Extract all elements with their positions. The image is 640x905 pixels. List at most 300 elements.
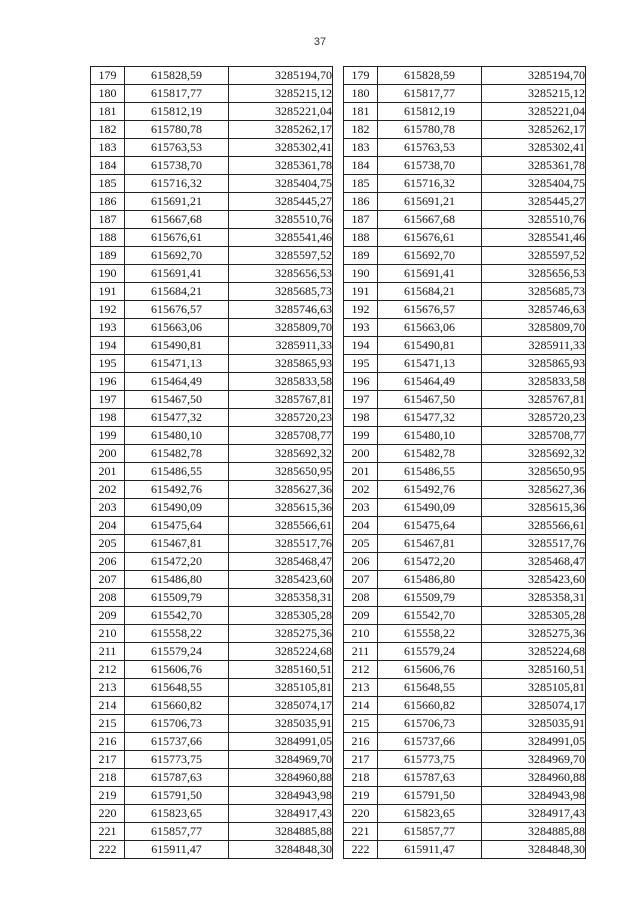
table-row — [91, 121, 333, 139]
x-coordinate-cell: 615477,32 — [125, 409, 229, 427]
x-coordinate-cell: 615787,63 — [125, 769, 229, 787]
x-coordinate-cell: 615716,32 — [125, 175, 229, 193]
x-coordinate-cell: 615663,06 — [125, 319, 229, 337]
point-number-cell: 190 — [344, 265, 378, 283]
table-row — [344, 607, 586, 625]
point-number-cell: 194 — [91, 337, 125, 355]
y-coordinate-cell: 3285262,17 — [482, 121, 586, 139]
y-coordinate-cell: 3284943,98 — [482, 787, 586, 805]
x-coordinate-cell: 615492,76 — [125, 481, 229, 499]
point-number-cell: 186 — [91, 193, 125, 211]
x-coordinate-cell: 615812,19 — [125, 103, 229, 121]
point-number-cell: 195 — [344, 355, 378, 373]
point-number-cell: 195 — [91, 355, 125, 373]
y-coordinate-cell: 3285404,75 — [482, 175, 586, 193]
x-coordinate-cell: 615472,20 — [125, 553, 229, 571]
x-coordinate-cell: 615823,65 — [125, 805, 229, 823]
table-row — [91, 157, 333, 175]
point-number-cell: 215 — [91, 715, 125, 733]
point-number-cell: 183 — [344, 139, 378, 157]
table-row — [344, 787, 586, 805]
coordinate-table-left — [90, 66, 333, 859]
x-coordinate-cell: 615486,55 — [378, 463, 482, 481]
table-row — [91, 211, 333, 229]
y-coordinate-cell: 3285566,61 — [229, 517, 333, 535]
y-coordinate-cell: 3285566,61 — [482, 517, 586, 535]
table-row — [91, 427, 333, 445]
table-row — [344, 553, 586, 571]
table-row — [344, 571, 586, 589]
x-coordinate-cell: 615663,06 — [378, 319, 482, 337]
table-row — [344, 67, 586, 85]
x-coordinate-cell: 615648,55 — [378, 679, 482, 697]
y-coordinate-cell: 3285035,91 — [482, 715, 586, 733]
x-coordinate-cell: 615692,70 — [378, 247, 482, 265]
x-coordinate-cell: 615676,57 — [378, 301, 482, 319]
table-row — [344, 643, 586, 661]
point-number-cell: 188 — [91, 229, 125, 247]
table-row — [91, 661, 333, 679]
table-row — [91, 679, 333, 697]
y-coordinate-cell: 3285720,23 — [229, 409, 333, 427]
point-number-cell: 192 — [91, 301, 125, 319]
x-coordinate-cell: 615828,59 — [378, 67, 482, 85]
y-coordinate-cell: 3285358,31 — [482, 589, 586, 607]
x-coordinate-cell: 615763,53 — [378, 139, 482, 157]
point-number-cell: 210 — [91, 625, 125, 643]
table-row — [91, 391, 333, 409]
y-coordinate-cell: 3285194,70 — [482, 67, 586, 85]
table-row — [344, 157, 586, 175]
y-coordinate-cell: 3285224,68 — [229, 643, 333, 661]
point-number-cell: 197 — [344, 391, 378, 409]
y-coordinate-cell: 3285215,12 — [229, 85, 333, 103]
point-number-cell: 201 — [91, 463, 125, 481]
table-row — [91, 553, 333, 571]
x-coordinate-cell: 615773,75 — [125, 751, 229, 769]
y-coordinate-cell: 3285627,36 — [229, 481, 333, 499]
page-number: 37 — [313, 36, 327, 48]
x-coordinate-cell: 615691,21 — [125, 193, 229, 211]
table-row — [91, 373, 333, 391]
y-coordinate-cell: 3285194,70 — [229, 67, 333, 85]
x-coordinate-cell: 615667,68 — [125, 211, 229, 229]
table-row — [91, 823, 333, 841]
point-number-cell: 182 — [91, 121, 125, 139]
x-coordinate-cell: 615606,76 — [378, 661, 482, 679]
y-coordinate-cell: 3285517,76 — [482, 535, 586, 553]
y-coordinate-cell: 3285302,41 — [229, 139, 333, 157]
table-row — [344, 337, 586, 355]
y-coordinate-cell: 3285074,17 — [229, 697, 333, 715]
y-coordinate-cell: 3284960,88 — [229, 769, 333, 787]
point-number-cell: 208 — [344, 589, 378, 607]
y-coordinate-cell: 3285692,32 — [229, 445, 333, 463]
y-coordinate-cell: 3284848,30 — [229, 841, 333, 859]
x-coordinate-cell: 615558,22 — [378, 625, 482, 643]
point-number-cell: 207 — [344, 571, 378, 589]
y-coordinate-cell: 3285468,47 — [229, 553, 333, 571]
point-number-cell: 206 — [344, 553, 378, 571]
y-coordinate-cell: 3285035,91 — [229, 715, 333, 733]
table-row — [91, 319, 333, 337]
y-coordinate-cell: 3285865,93 — [229, 355, 333, 373]
point-number-cell: 218 — [91, 769, 125, 787]
y-coordinate-cell: 3285302,41 — [482, 139, 586, 157]
x-coordinate-cell: 615676,57 — [125, 301, 229, 319]
point-number-cell: 219 — [91, 787, 125, 805]
point-number-cell: 210 — [344, 625, 378, 643]
point-number-cell: 200 — [344, 445, 378, 463]
x-coordinate-cell: 615911,47 — [378, 841, 482, 859]
y-coordinate-cell: 3285911,33 — [229, 337, 333, 355]
x-coordinate-cell: 615911,47 — [125, 841, 229, 859]
y-coordinate-cell: 3284848,30 — [482, 841, 586, 859]
table-row — [344, 427, 586, 445]
table-row — [91, 67, 333, 85]
x-coordinate-cell: 615763,53 — [125, 139, 229, 157]
point-number-cell: 190 — [91, 265, 125, 283]
y-coordinate-cell: 3284991,05 — [229, 733, 333, 751]
point-number-cell: 203 — [344, 499, 378, 517]
y-coordinate-cell: 3284917,43 — [482, 805, 586, 823]
point-number-cell: 185 — [344, 175, 378, 193]
x-coordinate-cell: 615692,70 — [125, 247, 229, 265]
coordinate-table-right — [343, 66, 586, 859]
y-coordinate-cell: 3284917,43 — [229, 805, 333, 823]
table-row — [344, 319, 586, 337]
point-number-cell: 199 — [91, 427, 125, 445]
x-coordinate-cell: 615471,13 — [378, 355, 482, 373]
point-number-cell: 207 — [91, 571, 125, 589]
table-row — [344, 229, 586, 247]
y-coordinate-cell: 3285615,36 — [482, 499, 586, 517]
y-coordinate-cell: 3285656,53 — [229, 265, 333, 283]
table-row — [91, 841, 333, 859]
x-coordinate-cell: 615471,13 — [125, 355, 229, 373]
x-coordinate-cell: 615486,55 — [125, 463, 229, 481]
x-coordinate-cell: 615737,66 — [378, 733, 482, 751]
coordinate-table-right-body — [344, 67, 586, 859]
table-row — [91, 805, 333, 823]
x-coordinate-cell: 615648,55 — [125, 679, 229, 697]
point-number-cell: 222 — [344, 841, 378, 859]
point-number-cell: 179 — [91, 67, 125, 85]
y-coordinate-cell: 3285833,58 — [482, 373, 586, 391]
x-coordinate-cell: 615480,10 — [125, 427, 229, 445]
point-number-cell: 183 — [91, 139, 125, 157]
table-row — [344, 463, 586, 481]
y-coordinate-cell: 3285627,36 — [482, 481, 586, 499]
x-coordinate-cell: 615676,61 — [378, 229, 482, 247]
table-row — [344, 373, 586, 391]
table-row — [344, 175, 586, 193]
point-number-cell: 211 — [344, 643, 378, 661]
y-coordinate-cell: 3285305,28 — [229, 607, 333, 625]
x-coordinate-cell: 615857,77 — [125, 823, 229, 841]
y-coordinate-cell: 3285074,17 — [482, 697, 586, 715]
y-coordinate-cell: 3285809,70 — [229, 319, 333, 337]
point-number-cell: 216 — [91, 733, 125, 751]
x-coordinate-cell: 615467,50 — [378, 391, 482, 409]
x-coordinate-cell: 615706,73 — [378, 715, 482, 733]
y-coordinate-cell: 3285911,33 — [482, 337, 586, 355]
point-number-cell: 187 — [344, 211, 378, 229]
x-coordinate-cell: 615492,76 — [378, 481, 482, 499]
table-row — [91, 733, 333, 751]
table-row — [344, 751, 586, 769]
table-row — [91, 85, 333, 103]
table-row — [344, 445, 586, 463]
point-number-cell: 191 — [91, 283, 125, 301]
point-number-cell: 206 — [91, 553, 125, 571]
x-coordinate-cell: 615684,21 — [125, 283, 229, 301]
table-row — [91, 751, 333, 769]
table-row — [91, 301, 333, 319]
x-coordinate-cell: 615542,70 — [125, 607, 229, 625]
point-number-cell: 205 — [344, 535, 378, 553]
point-number-cell: 187 — [91, 211, 125, 229]
y-coordinate-cell: 3285517,76 — [229, 535, 333, 553]
y-coordinate-cell: 3285720,23 — [482, 409, 586, 427]
point-number-cell: 189 — [91, 247, 125, 265]
point-number-cell: 181 — [344, 103, 378, 121]
table-row — [344, 661, 586, 679]
table-row — [344, 121, 586, 139]
table-row — [91, 769, 333, 787]
point-number-cell: 194 — [344, 337, 378, 355]
y-coordinate-cell: 3285541,46 — [482, 229, 586, 247]
x-coordinate-cell: 615660,82 — [378, 697, 482, 715]
x-coordinate-cell: 615691,21 — [378, 193, 482, 211]
table-row — [344, 535, 586, 553]
y-coordinate-cell: 3285746,63 — [482, 301, 586, 319]
x-coordinate-cell: 615691,41 — [378, 265, 482, 283]
point-number-cell: 209 — [344, 607, 378, 625]
table-row — [91, 607, 333, 625]
x-coordinate-cell: 615817,77 — [125, 85, 229, 103]
point-number-cell: 180 — [344, 85, 378, 103]
y-coordinate-cell: 3285809,70 — [482, 319, 586, 337]
point-number-cell: 220 — [91, 805, 125, 823]
y-coordinate-cell: 3284885,88 — [229, 823, 333, 841]
x-coordinate-cell: 615667,68 — [378, 211, 482, 229]
table-row — [344, 391, 586, 409]
point-number-cell: 214 — [91, 697, 125, 715]
coordinate-table-left-body — [91, 67, 333, 859]
x-coordinate-cell: 615676,61 — [125, 229, 229, 247]
point-number-cell: 212 — [344, 661, 378, 679]
x-coordinate-cell: 615817,77 — [378, 85, 482, 103]
point-number-cell: 219 — [344, 787, 378, 805]
x-coordinate-cell: 615472,20 — [378, 553, 482, 571]
table-row — [91, 463, 333, 481]
x-coordinate-cell: 615467,81 — [378, 535, 482, 553]
point-number-cell: 180 — [91, 85, 125, 103]
y-coordinate-cell: 3285160,51 — [482, 661, 586, 679]
y-coordinate-cell: 3285685,73 — [482, 283, 586, 301]
table-row — [344, 823, 586, 841]
y-coordinate-cell: 3285597,52 — [482, 247, 586, 265]
point-number-cell: 196 — [91, 373, 125, 391]
x-coordinate-cell: 615482,78 — [378, 445, 482, 463]
table-row — [344, 355, 586, 373]
y-coordinate-cell: 3285423,60 — [229, 571, 333, 589]
table-row — [91, 697, 333, 715]
table-row — [91, 625, 333, 643]
x-coordinate-cell: 615490,09 — [378, 499, 482, 517]
y-coordinate-cell: 3285275,36 — [229, 625, 333, 643]
table-row — [91, 715, 333, 733]
x-coordinate-cell: 615857,77 — [378, 823, 482, 841]
y-coordinate-cell: 3285445,27 — [229, 193, 333, 211]
point-number-cell: 182 — [344, 121, 378, 139]
y-coordinate-cell: 3285865,93 — [482, 355, 586, 373]
y-coordinate-cell: 3285615,36 — [229, 499, 333, 517]
x-coordinate-cell: 615475,64 — [125, 517, 229, 535]
y-coordinate-cell: 3285262,17 — [229, 121, 333, 139]
point-number-cell: 198 — [344, 409, 378, 427]
table-row — [344, 715, 586, 733]
x-coordinate-cell: 615480,10 — [378, 427, 482, 445]
table-row — [91, 481, 333, 499]
y-coordinate-cell: 3285767,81 — [229, 391, 333, 409]
x-coordinate-cell: 615486,80 — [125, 571, 229, 589]
y-coordinate-cell: 3285215,12 — [482, 85, 586, 103]
table-row — [344, 283, 586, 301]
x-coordinate-cell: 615486,80 — [378, 571, 482, 589]
x-coordinate-cell: 615823,65 — [378, 805, 482, 823]
point-number-cell: 179 — [344, 67, 378, 85]
y-coordinate-cell: 3284960,88 — [482, 769, 586, 787]
table-row — [91, 103, 333, 121]
table-row — [91, 355, 333, 373]
x-coordinate-cell: 615490,81 — [378, 337, 482, 355]
table-row — [344, 499, 586, 517]
table-row — [344, 103, 586, 121]
y-coordinate-cell: 3285510,76 — [482, 211, 586, 229]
table-row — [344, 805, 586, 823]
x-coordinate-cell: 615791,50 — [125, 787, 229, 805]
table-row — [344, 265, 586, 283]
point-number-cell: 213 — [344, 679, 378, 697]
point-number-cell: 197 — [91, 391, 125, 409]
table-row — [344, 841, 586, 859]
y-coordinate-cell: 3285708,77 — [229, 427, 333, 445]
y-coordinate-cell: 3285105,81 — [229, 679, 333, 697]
y-coordinate-cell: 3285221,04 — [229, 103, 333, 121]
table-row — [91, 175, 333, 193]
y-coordinate-cell: 3285541,46 — [229, 229, 333, 247]
table-row — [344, 247, 586, 265]
x-coordinate-cell: 615490,09 — [125, 499, 229, 517]
y-coordinate-cell: 3285650,95 — [482, 463, 586, 481]
table-row — [344, 211, 586, 229]
point-number-cell: 181 — [91, 103, 125, 121]
table-row — [344, 517, 586, 535]
point-number-cell: 204 — [91, 517, 125, 535]
point-number-cell: 205 — [91, 535, 125, 553]
table-row — [344, 139, 586, 157]
x-coordinate-cell: 615542,70 — [378, 607, 482, 625]
point-number-cell: 203 — [91, 499, 125, 517]
x-coordinate-cell: 615738,70 — [378, 157, 482, 175]
table-row — [91, 229, 333, 247]
point-number-cell: 202 — [344, 481, 378, 499]
point-number-cell: 189 — [344, 247, 378, 265]
point-number-cell: 214 — [344, 697, 378, 715]
point-number-cell: 200 — [91, 445, 125, 463]
y-coordinate-cell: 3285361,78 — [229, 157, 333, 175]
point-number-cell: 198 — [91, 409, 125, 427]
y-coordinate-cell: 3284969,70 — [482, 751, 586, 769]
table-row — [344, 481, 586, 499]
point-number-cell: 192 — [344, 301, 378, 319]
point-number-cell: 212 — [91, 661, 125, 679]
x-coordinate-cell: 615660,82 — [125, 697, 229, 715]
point-number-cell: 218 — [344, 769, 378, 787]
table-row — [344, 697, 586, 715]
y-coordinate-cell: 3285224,68 — [482, 643, 586, 661]
x-coordinate-cell: 615606,76 — [125, 661, 229, 679]
table-row — [91, 337, 333, 355]
y-coordinate-cell: 3284969,70 — [229, 751, 333, 769]
point-number-cell: 188 — [344, 229, 378, 247]
x-coordinate-cell: 615791,50 — [378, 787, 482, 805]
y-coordinate-cell: 3285597,52 — [229, 247, 333, 265]
x-coordinate-cell: 615464,49 — [378, 373, 482, 391]
point-number-cell: 220 — [344, 805, 378, 823]
x-coordinate-cell: 615738,70 — [125, 157, 229, 175]
table-row — [91, 517, 333, 535]
x-coordinate-cell: 615509,79 — [378, 589, 482, 607]
table-row — [91, 571, 333, 589]
point-number-cell: 217 — [91, 751, 125, 769]
point-number-cell: 204 — [344, 517, 378, 535]
x-coordinate-cell: 615787,63 — [378, 769, 482, 787]
x-coordinate-cell: 615812,19 — [378, 103, 482, 121]
table-row — [344, 193, 586, 211]
y-coordinate-cell: 3285650,95 — [229, 463, 333, 481]
point-number-cell: 202 — [91, 481, 125, 499]
y-coordinate-cell: 3285656,53 — [482, 265, 586, 283]
point-number-cell: 217 — [344, 751, 378, 769]
x-coordinate-cell: 615773,75 — [378, 751, 482, 769]
point-number-cell: 208 — [91, 589, 125, 607]
table-row — [91, 283, 333, 301]
table-row — [344, 409, 586, 427]
x-coordinate-cell: 615691,41 — [125, 265, 229, 283]
table-row — [91, 535, 333, 553]
table-row — [91, 265, 333, 283]
x-coordinate-cell: 615482,78 — [125, 445, 229, 463]
point-number-cell: 201 — [344, 463, 378, 481]
x-coordinate-cell: 615706,73 — [125, 715, 229, 733]
table-row — [344, 85, 586, 103]
point-number-cell: 221 — [91, 823, 125, 841]
x-coordinate-cell: 615467,50 — [125, 391, 229, 409]
table-row — [91, 787, 333, 805]
table-row — [344, 679, 586, 697]
x-coordinate-cell: 615467,81 — [125, 535, 229, 553]
y-coordinate-cell: 3285468,47 — [482, 553, 586, 571]
table-row — [91, 247, 333, 265]
point-number-cell: 184 — [91, 157, 125, 175]
point-number-cell: 193 — [344, 319, 378, 337]
point-number-cell: 209 — [91, 607, 125, 625]
table-row — [91, 139, 333, 157]
table-row — [344, 301, 586, 319]
